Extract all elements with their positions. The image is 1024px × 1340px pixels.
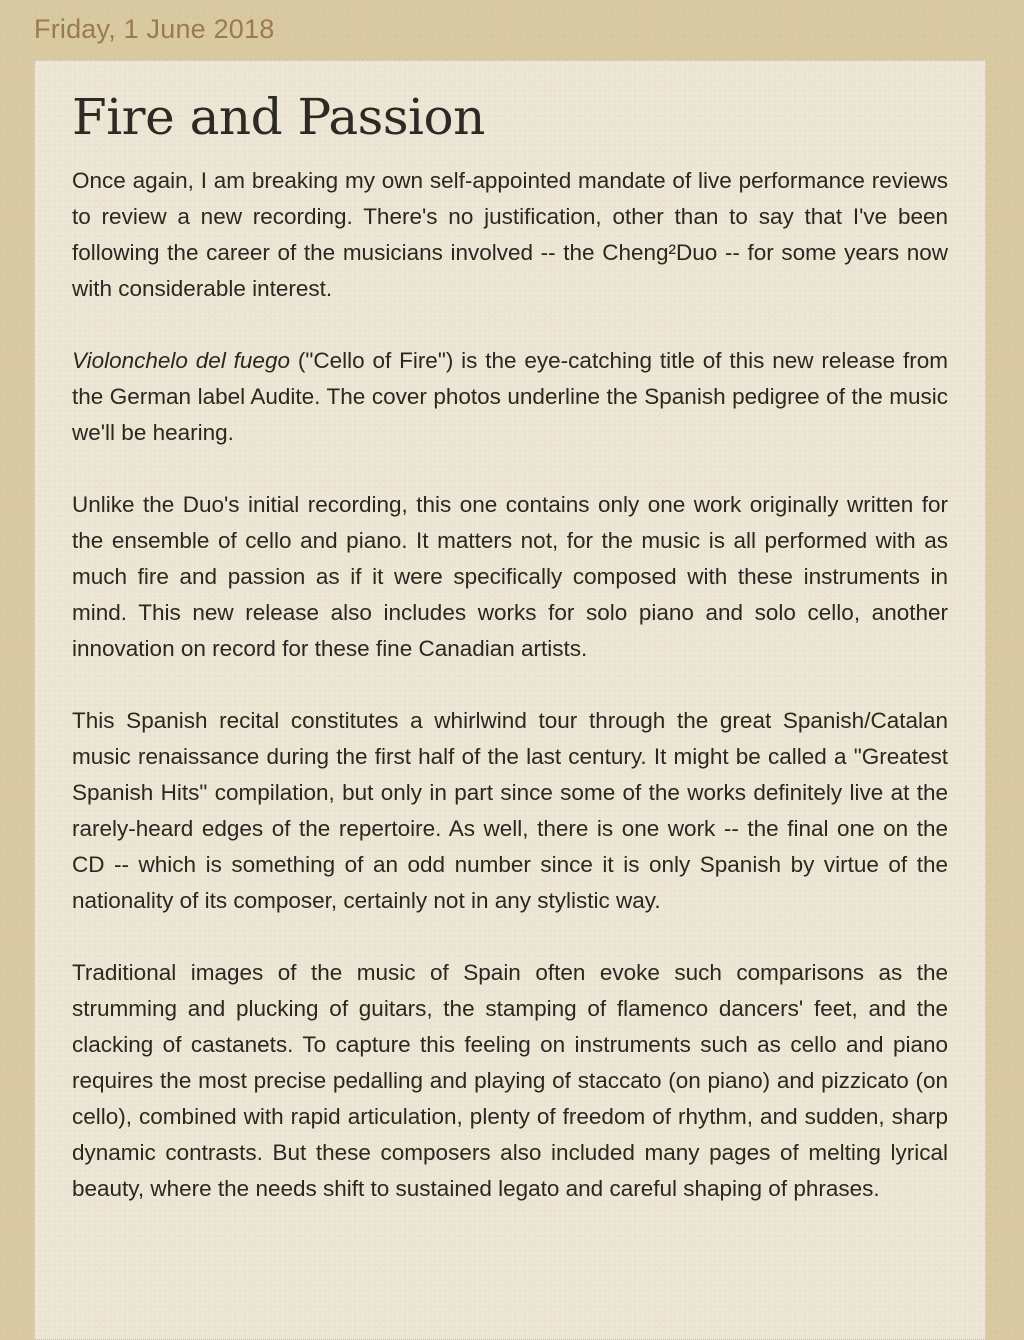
post-paragraph-5: Traditional images of the music of Spain often evoke such comparisons as the strumming and plucking of guitars, the stamping of flamenco dancers' feet, and the clacking of castanets. To capture this feeling on instruments such as cello and piano requires the most precise pedalling and playing of staccato (on piano) and pizzicato (on cello), combined with rapid articulation, plenty of freedom of rhythm, and sudden, sharp dynamic contrasts. But these composers also included many pages of melting lyrical beauty, where the needs shift to sustained legato and careful shaping of phrases. [72,960,948,1201]
post-paragraph-2 [72,343,948,451]
album-title: Violonchelo del fuego [72,348,290,373]
date-header: Friday, 1 June 2018 [34,14,275,44]
post-paragraph-1: Once again, I am breaking my own self-appointed mandate of live performance reviews to review a new recording. There's no justification, other than to say that I've been following the career of the musicians involved -- the Cheng²Duo -- for some years now with considerable interest. [72,168,948,301]
post-paragraph-3: Unlike the Duo's initial recording, this one contains only one work originally written for the ensemble of cello and piano. It matters not, for the music is all performed with as much fire and passion as if it were specifically composed with these instruments in mind. This new release also includes works for solo piano and solo cello, another innovation on record for these fine Canadian artists. [72,492,948,661]
post-paragraph-2-text: ("Cello of Fire") is the eye-catching title of this new release from the German label Audite. The cover photos underline the Spanish pedigree of the music we'll be hearing. [72,348,948,445]
post-paragraph-4: This Spanish recital constitutes a whirlwind tour through the great Spanish/Catalan music renaissance during the first half of the last century. It might be called a "Greatest Spanish Hits" compilation, but only in part since some of the works definitely live at the rarely-heard edges of the repertoire. As well, there is one work -- the final one on the CD -- which is something of an odd number since it is only Spanish by virtue of the nationality of its composer, certainly not in any stylistic way. [72,708,948,913]
blog-post [34,60,986,1340]
post-body [72,163,948,1207]
post-title: Fire and Passion [72,88,485,146]
